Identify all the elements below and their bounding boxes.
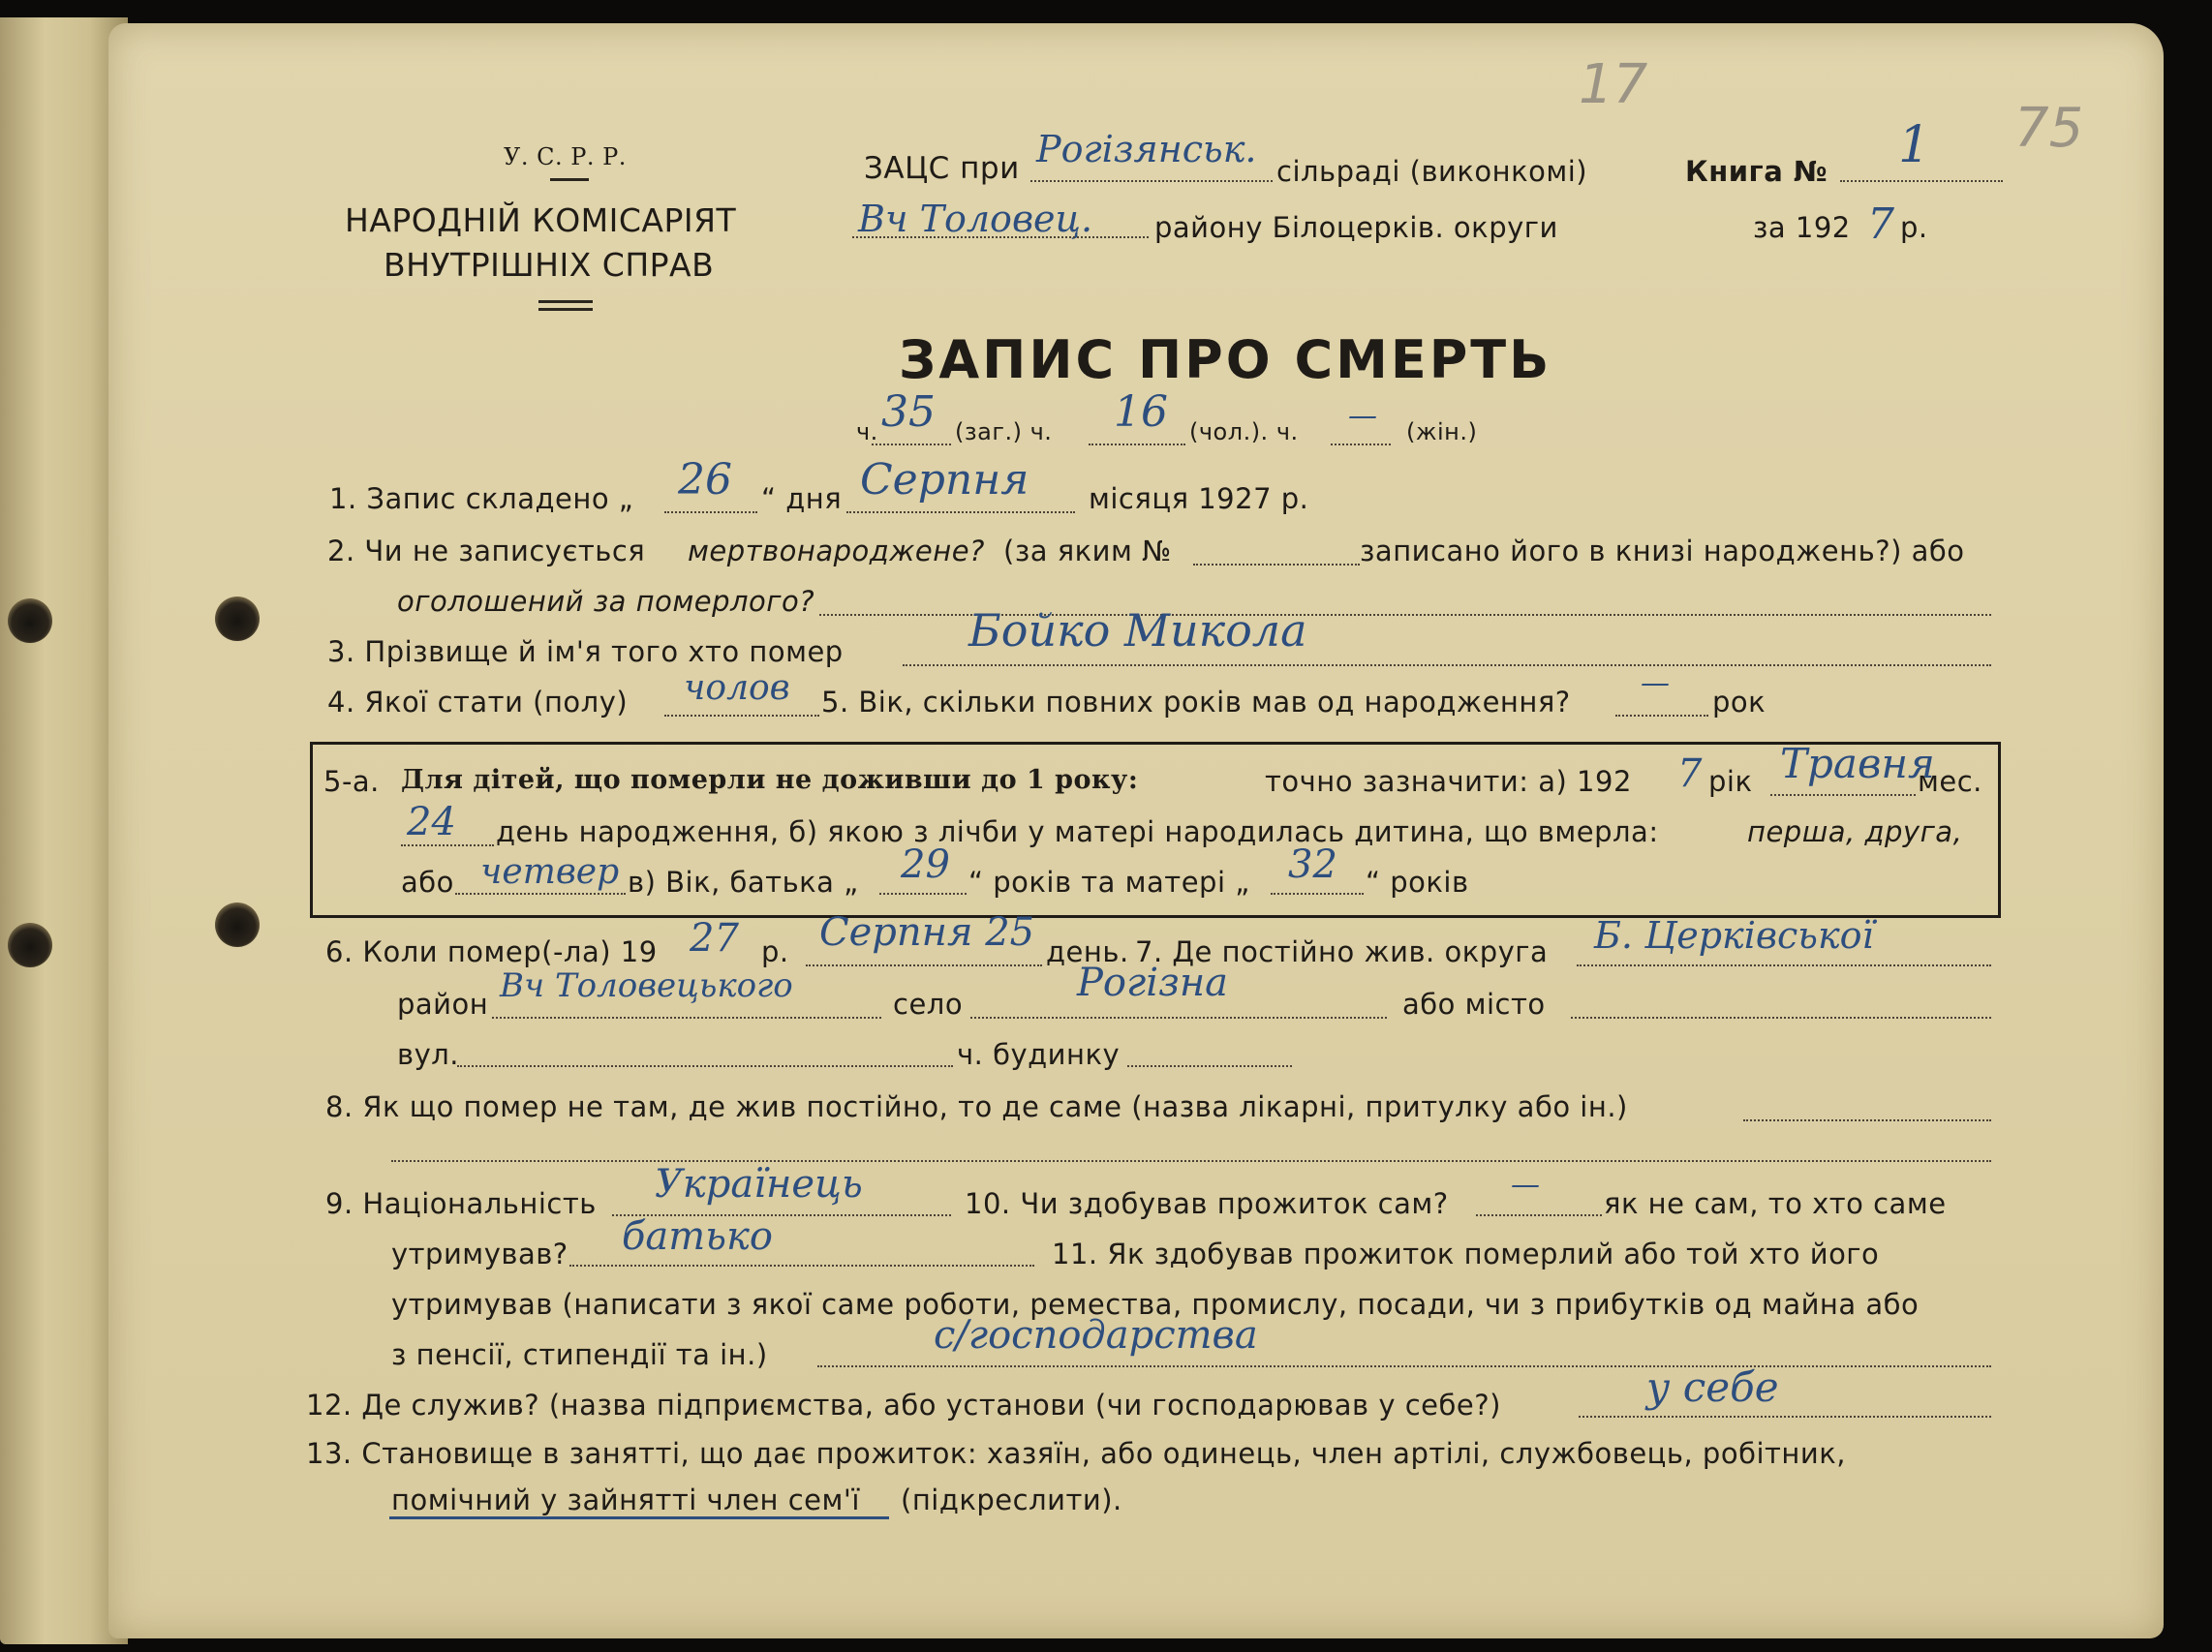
field-1-mid: “ дня [761, 482, 843, 515]
field-12-handwritten: у себе [1646, 1363, 1779, 1411]
field-6-den: день. [1046, 935, 1129, 968]
field-7-vul: вул. [397, 1038, 460, 1071]
pencil-mark: 75 [2014, 97, 2084, 160]
dotted-line [1770, 794, 1916, 796]
field-3-label: 3. Прізвище й ім'я того хто помер [327, 635, 844, 668]
field-2-italic: мертвонароджене? [688, 535, 985, 567]
field-2-line2: оголошений за померлого? [397, 585, 815, 618]
rayon-handwritten: Вч Толовец. [858, 198, 1093, 240]
field-10-label: 10. Чи здобував прожиток сам? [965, 1187, 1449, 1220]
year-handwritten: 7 [1867, 199, 1894, 249]
dotted-line [1577, 964, 1991, 966]
field-5-label: 5. Вік, скільки повних років мав од народження? [821, 686, 1571, 719]
field-7-label: 7. Де постійно жив. округа [1135, 935, 1549, 968]
field-6-date-handwritten: Серпня 25 [819, 910, 1035, 955]
book-label: Книга № [1685, 155, 1828, 188]
field-1-suffix: місяця 1927 р. [1089, 482, 1309, 515]
field-5a-year-handwritten: 7 [1677, 751, 1703, 796]
field-12-label: 12. Де служив? (назва підприємства, або установи (чи господарював у себе?) [306, 1389, 1501, 1422]
divider [538, 300, 593, 303]
binding-hole [8, 598, 52, 643]
dotted-line [492, 1017, 881, 1019]
dotted-line [1476, 1214, 1602, 1216]
ministry-line2: ВНУТРІШНІХ СПРАВ [384, 246, 715, 284]
dotted-line [1615, 715, 1708, 717]
field-6-year-handwritten: 27 [690, 916, 739, 961]
field-5a-label: 5-а. [323, 765, 380, 798]
field-13-line2b: (підкреслити). [901, 1484, 1122, 1516]
page-title: ЗАПИС ПРО СМЕРТЬ [899, 329, 1552, 390]
field-4-sex-handwritten: чолов [684, 668, 790, 708]
handwritten-underline [389, 1516, 889, 1519]
ministry-line1: НАРОДНІЙ КОМІСАРІЯТ [345, 201, 737, 239]
dotted-line [1331, 444, 1391, 445]
dotted-line [806, 964, 1042, 966]
field-5a-mother-handwritten: 32 [1288, 842, 1337, 887]
field-5a-day-handwritten: 24 [407, 800, 456, 844]
male-number-handwritten: 16 [1114, 387, 1168, 437]
field-11-line2: утримував (написати з якої саме роботи, ремества, промислу, посади, чи з прибутків од майна або [391, 1288, 1920, 1321]
dotted-line [903, 664, 1991, 666]
field-5a-bold: Для дітей, що померли не доживши до 1 року: [401, 765, 1139, 795]
year-prefix: за 192 [1753, 211, 1851, 244]
dotted-line [879, 893, 967, 895]
field-1-label: 1. Запис складено „ [329, 482, 634, 515]
field-5a-text: точно зазначити: а) 192 [1265, 765, 1632, 798]
binding-hole [215, 902, 260, 947]
dotted-line [852, 236, 1149, 238]
field-5-age-handwritten: — [1641, 666, 1670, 700]
dotted-line [1271, 893, 1364, 895]
field-11-occupation-handwritten: с/господарства [934, 1313, 1258, 1358]
binding-hole [215, 597, 260, 641]
dotted-line [1743, 1119, 1991, 1121]
field-6-r: р. [761, 935, 789, 968]
field-5a-mes: мес. [1918, 765, 1982, 798]
field-5a-line3b: “ років та матері „ [968, 866, 1250, 899]
field-7-rayon: район [397, 988, 489, 1021]
dotted-line [1840, 180, 2003, 182]
field-7-selo: село [893, 988, 964, 1021]
field-8-label: 8. Як що помер не там, де жив постійно, то де саме (назва лікарні, притулку або ін.) [325, 1090, 1628, 1123]
dotted-line [457, 1065, 953, 1067]
field-10-supporter-handwritten: батько [622, 1214, 773, 1259]
zags-suffix: сільраді (виконкомі) [1276, 155, 1588, 188]
dotted-line [970, 1017, 1387, 1019]
field-2-mid: (за яким № [1003, 535, 1172, 567]
book-number-handwritten: 1 [1898, 116, 1931, 174]
field-5a-line3: в) Вік, батька „ [628, 866, 859, 899]
female-label: (жін.) [1406, 418, 1478, 445]
male-label: (чол.). ч. [1189, 418, 1299, 445]
total-number-handwritten: 35 [881, 387, 936, 437]
field-2-suffix: записано його в книзі народжень?) або [1360, 535, 1965, 567]
field-5a-month-handwritten: Травня [1780, 740, 1935, 787]
dotted-line [846, 511, 1075, 513]
field-5a-father-handwritten: 29 [901, 842, 950, 887]
field-10-line2: утримував? [391, 1238, 568, 1270]
field-5a-order-handwritten: четвер [480, 852, 620, 892]
field-9-label: 9. Національність [325, 1187, 597, 1220]
field-4-label: 4. Якої стати (полу) [327, 686, 629, 719]
dotted-line [817, 1365, 1991, 1367]
dotted-line [569, 1265, 1034, 1267]
female-number-handwritten: — [1348, 399, 1377, 433]
dotted-line [1089, 444, 1185, 445]
field-7-misto: або місто [1402, 988, 1546, 1021]
field-10-suffix: як не сам, то хто саме [1604, 1187, 1947, 1220]
year-suffix: р. [1900, 211, 1928, 244]
field-7-selo-handwritten: Рогізна [1077, 961, 1229, 1005]
divider [550, 178, 589, 181]
field-7-okruga-handwritten: Б. Церківської [1594, 914, 1874, 957]
field-11-label: 11. Як здобував прожиток померлий або той хто його [1052, 1238, 1880, 1270]
field-7-ch: ч. будинку [957, 1038, 1121, 1071]
field-1-day-handwritten: 26 [678, 455, 732, 505]
field-5a-abo: або [401, 866, 454, 899]
field-2-label: 2. Чи не записується [327, 535, 646, 567]
field-6-label: 6. Коли помер(-ла) 19 [325, 935, 658, 968]
field-11-line3: з пенсії, стипендії та ін.) [391, 1338, 768, 1371]
field-5a-line2: день народження, б) якою з лічби у матері народилась дитина, що вмерла: [496, 815, 1659, 848]
field-7-rayon-handwritten: Вч Толовецького [500, 966, 793, 1005]
dotted-line [1193, 564, 1360, 566]
dotted-line [664, 511, 757, 513]
field-9-nationality-handwritten: Українець [655, 1162, 863, 1207]
field-5a-line3c: “ років [1366, 866, 1469, 899]
field-13-label: 13. Становище в занятті, що дає прожиток: хазяїн, або одинець, член артілі, службовець, робітник, [306, 1437, 1846, 1470]
field-1-month-handwritten: Серпня [860, 455, 1029, 505]
total-label: (заг.) ч. [955, 418, 1053, 445]
field-13-line2: помічний у зайнятті член сем'ї [391, 1484, 860, 1516]
field-5-suffix: рок [1712, 686, 1767, 719]
field-3-name-handwritten: Бойко Микола [968, 604, 1307, 657]
field-5a-line2-italic: перша, друга, [1747, 815, 1963, 848]
dotted-line [1030, 180, 1273, 182]
numbers-prefix: ч. [856, 418, 878, 445]
divider [538, 308, 593, 311]
field-10-handwritten: — [1511, 1168, 1540, 1202]
dotted-line [455, 893, 626, 895]
dotted-line [872, 444, 951, 445]
dotted-line [1127, 1065, 1292, 1067]
rayon-suffix: району Білоцерків. округи [1154, 211, 1558, 244]
dotted-line [391, 1160, 1991, 1162]
ussr-label: У. С. Р. Р. [504, 143, 627, 170]
pencil-mark: 17 [1579, 53, 1648, 116]
dotted-line [401, 844, 494, 846]
dotted-line [1571, 1017, 1991, 1019]
dotted-line [1579, 1416, 1991, 1418]
field-5a-rik: рік [1708, 765, 1753, 798]
dotted-line [664, 715, 819, 717]
binding-hole [8, 923, 52, 967]
zags-handwritten: Рогізянськ. [1036, 128, 1257, 170]
zags-prefix: ЗАЦС при [864, 151, 1020, 186]
